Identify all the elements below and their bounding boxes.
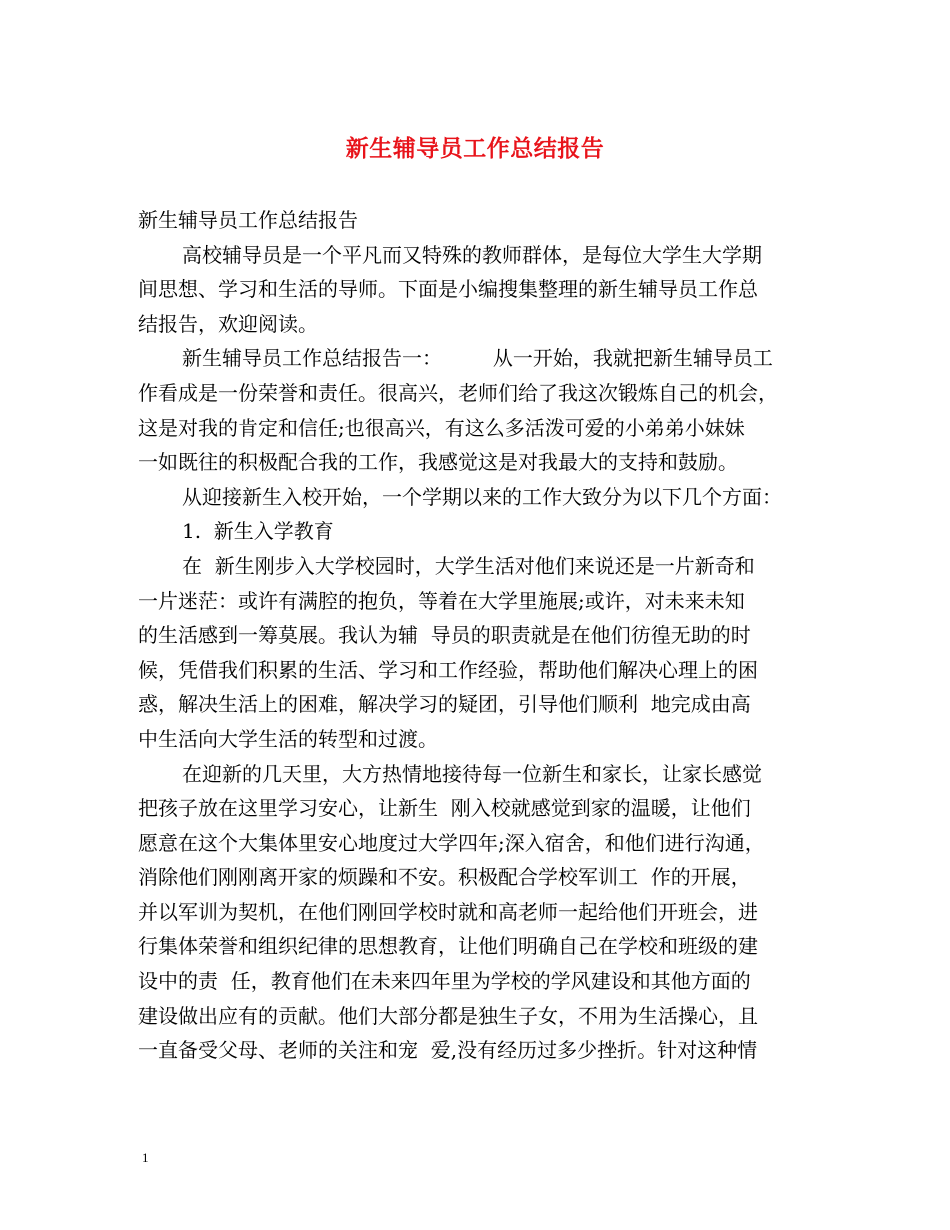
document-title: 新生辅导员工作总结报告 — [345, 135, 605, 162]
text-line: 在 新生刚步入大学校园时，大学生活对他们来说还是一片新奇和 — [182, 553, 755, 578]
section-heading: 1. 新生入学教育 — [182, 519, 334, 544]
text-line: 惑，解决生活上的困难，解决学习的疑团，引导他们顺利 地完成由高 — [138, 692, 751, 717]
page-number: 1 — [142, 1150, 149, 1165]
text-line: 在迎新的几天里，大方热情地接待每一位新生和家长，让家长感觉 — [182, 761, 762, 786]
text-line: 候，凭借我们积累的生活、学习和工作经验，帮助他们解决心理上的困 — [138, 657, 758, 682]
text-line: 一片迷茫：或许有满腔的抱负，等着在大学里施展;或许，对未来未知 — [138, 588, 745, 613]
text-line: 新生辅导员工作总结报告 — [138, 208, 358, 232]
text-line: 结报告，欢迎阅读。 — [138, 311, 318, 336]
text-line: 新生辅导员工作总结报告一： 从一开始，我就把新生辅导员工 — [182, 346, 773, 371]
text-line: 间思想、学习和生活的导师。下面是小编搜集整理的新生辅导员工作总 — [138, 277, 758, 302]
text-line: 作看成是一份荣誉和责任。很高兴，老师们给了我这次锻炼自己的机会， — [138, 380, 778, 405]
text-line: 一如既往的积极配合我的工作，我感觉这是对我最大的支持和鼓励。 — [138, 450, 738, 475]
text-line: 高校辅导员是一个平凡而又特殊的教师群体，是每位大学生大学期 — [182, 242, 762, 267]
text-line: 从迎接新生入校开始，一个学期以来的工作大致分为以下几个方面： — [182, 484, 782, 509]
text-line: 这是对我的肯定和信任;也很高兴，有这么多活泼可爱的小弟弟小妹妹 — [138, 415, 745, 440]
text-line: 中生活向大学生活的转型和过渡。 — [138, 726, 438, 751]
document-body — [138, 203, 818, 1068]
text-line: 消除他们刚刚离开家的烦躁和不安。积极配合学校军训工 作的开展， — [138, 865, 751, 890]
text-line: 建设做出应有的贡献。他们大部分都是独生子女，不用为生活操心，且 — [138, 1003, 758, 1028]
text-line: 一直备受父母、老师的关注和宠 爱,没有经历过多少挫折。针对这种情 — [138, 1038, 758, 1063]
text-line: 愿意在这个大集体里安心地度过大学四年;深入宿舍，和他们进行沟通， — [138, 830, 765, 855]
text-line: 行集体荣誉和组织纪律的思想教育，让他们明确自己在学校和班级的建 — [138, 934, 758, 959]
text-line: 设中的责 任，教育他们在未来四年里为学校的学风建设和其他方面的 — [138, 969, 751, 994]
text-line: 的生活感到一筹莫展。我认为辅 导员的职责就是在他们彷徨无助的时 — [138, 623, 751, 648]
text-line: 并以军训为契机，在他们刚回学校时就和高老师一起给他们开班会，进 — [138, 899, 758, 924]
text-line: 把孩子放在这里学习安心，让新生 刚入校就感觉到家的温暖，让他们 — [138, 796, 751, 821]
